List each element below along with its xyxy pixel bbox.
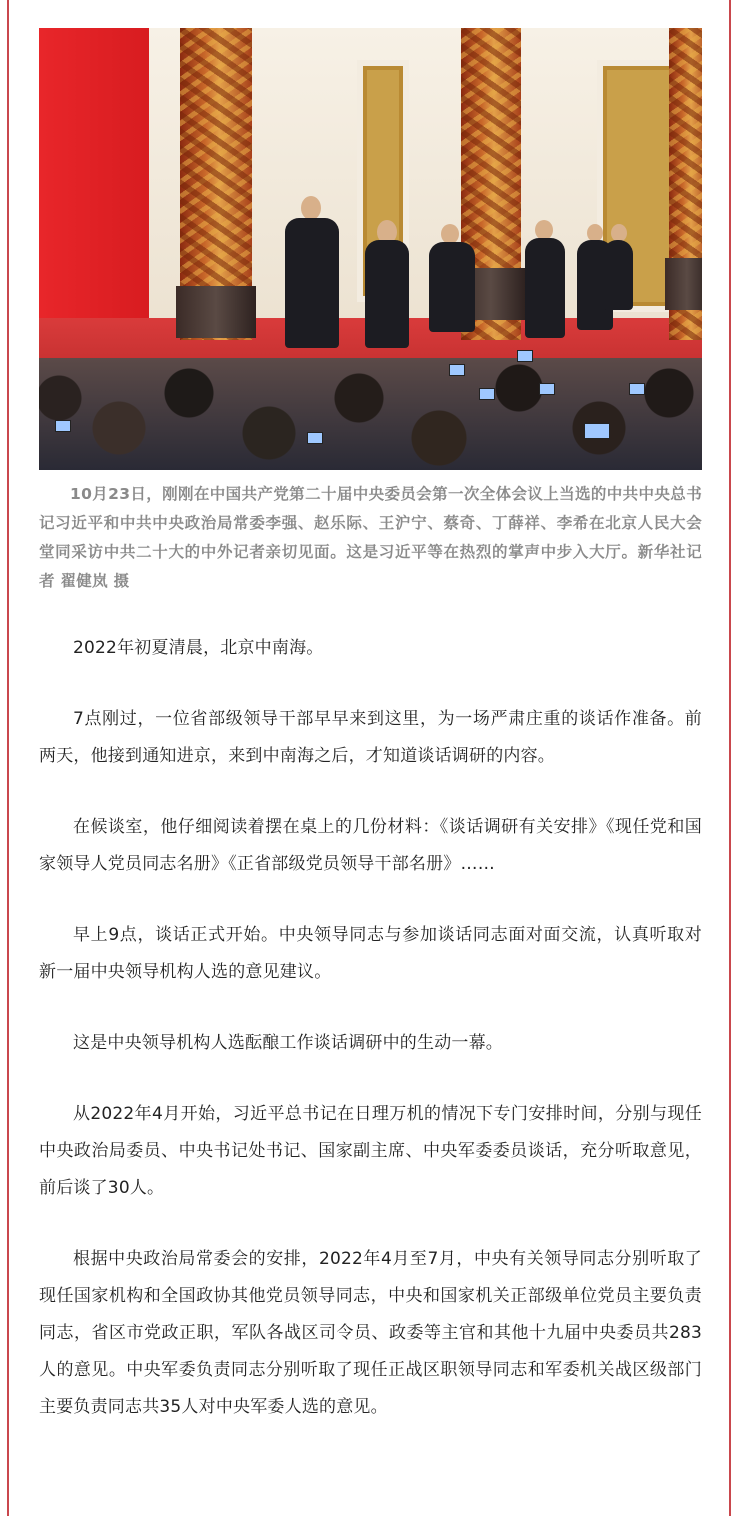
body-paragraph: 早上9点，谈话正式开始。中央领导同志与参加谈话同志面对面交流，认真听取对新一届中央领导机构人选的意见建议。 <box>39 925 702 982</box>
article <box>39 28 702 1426</box>
person <box>285 218 339 348</box>
body-paragraph: 7点刚过，一位省部级领导干部早早来到这里，为一场严肃庄重的谈话作准备。前两天，他接到通知进京，来到中南海之后，才知道谈话调研的内容。 <box>39 709 702 766</box>
phone-icon <box>584 423 610 439</box>
body-paragraph: 根据中央政治局常委会的安排，2022年4月至7月，中央有关领导同志分别听取了现任国家机构和全国政协其他党员领导同志，中央和国家机关正部级单位党员主要负责同志，省区市党政正职，军队各战区司令员、政委等主官和其他十九届中央委员共283人的意见。中央军委负责同志分别听取了现任正战区职领导同志和军委机关战区级部门主要负责同志共35人对中央军委人选的意见。 <box>39 1249 702 1417</box>
photo-caption: 10月23日，刚刚在中国共产党第二十届中央委员会第一次全体会议上当选的中共中央总书记习近平和中共中央政治局常委李强、赵乐际、王沪宁、蔡奇、丁薛祥、李希在北京人民大会堂同采访中共二十大的中外记者亲切见面。这是习近平等在热烈的掌声中步入大厅。新华社记者 翟健岚 摄 <box>39 485 702 590</box>
phone-icon <box>629 383 645 395</box>
phone-icon <box>55 420 71 432</box>
phone-icon <box>539 383 555 395</box>
news-photo <box>39 28 702 470</box>
body-paragraph: 2022年初夏清晨，北京中南海。 <box>73 638 324 658</box>
phone-icon <box>307 432 323 444</box>
person <box>525 238 565 338</box>
person <box>365 240 409 348</box>
red-curtain <box>39 28 149 348</box>
phone-icon <box>449 364 465 376</box>
reporters-crowd <box>39 358 702 470</box>
person <box>429 242 475 332</box>
body-paragraph: 从2022年4月开始，习近平总书记在日理万机的情况下专门安排时间，分别与现任中央政治局委员、中央书记处书记、国家副主席、中央军委委员谈话，充分听取意见，前后谈了30人。 <box>39 1104 702 1198</box>
body-paragraph: 这是中央领导机构人选酝酿工作谈话调研中的生动一幕。 <box>73 1033 503 1053</box>
phone-icon <box>479 388 495 400</box>
person <box>603 240 633 310</box>
body-paragraph: 在候谈室，他仔细阅读着摆在桌上的几份材料：《谈话调研有关安排》《现任党和国家领导人党员同志名册》《正省部级党员领导干部名册》…… <box>39 817 702 874</box>
phone-icon <box>517 350 533 362</box>
